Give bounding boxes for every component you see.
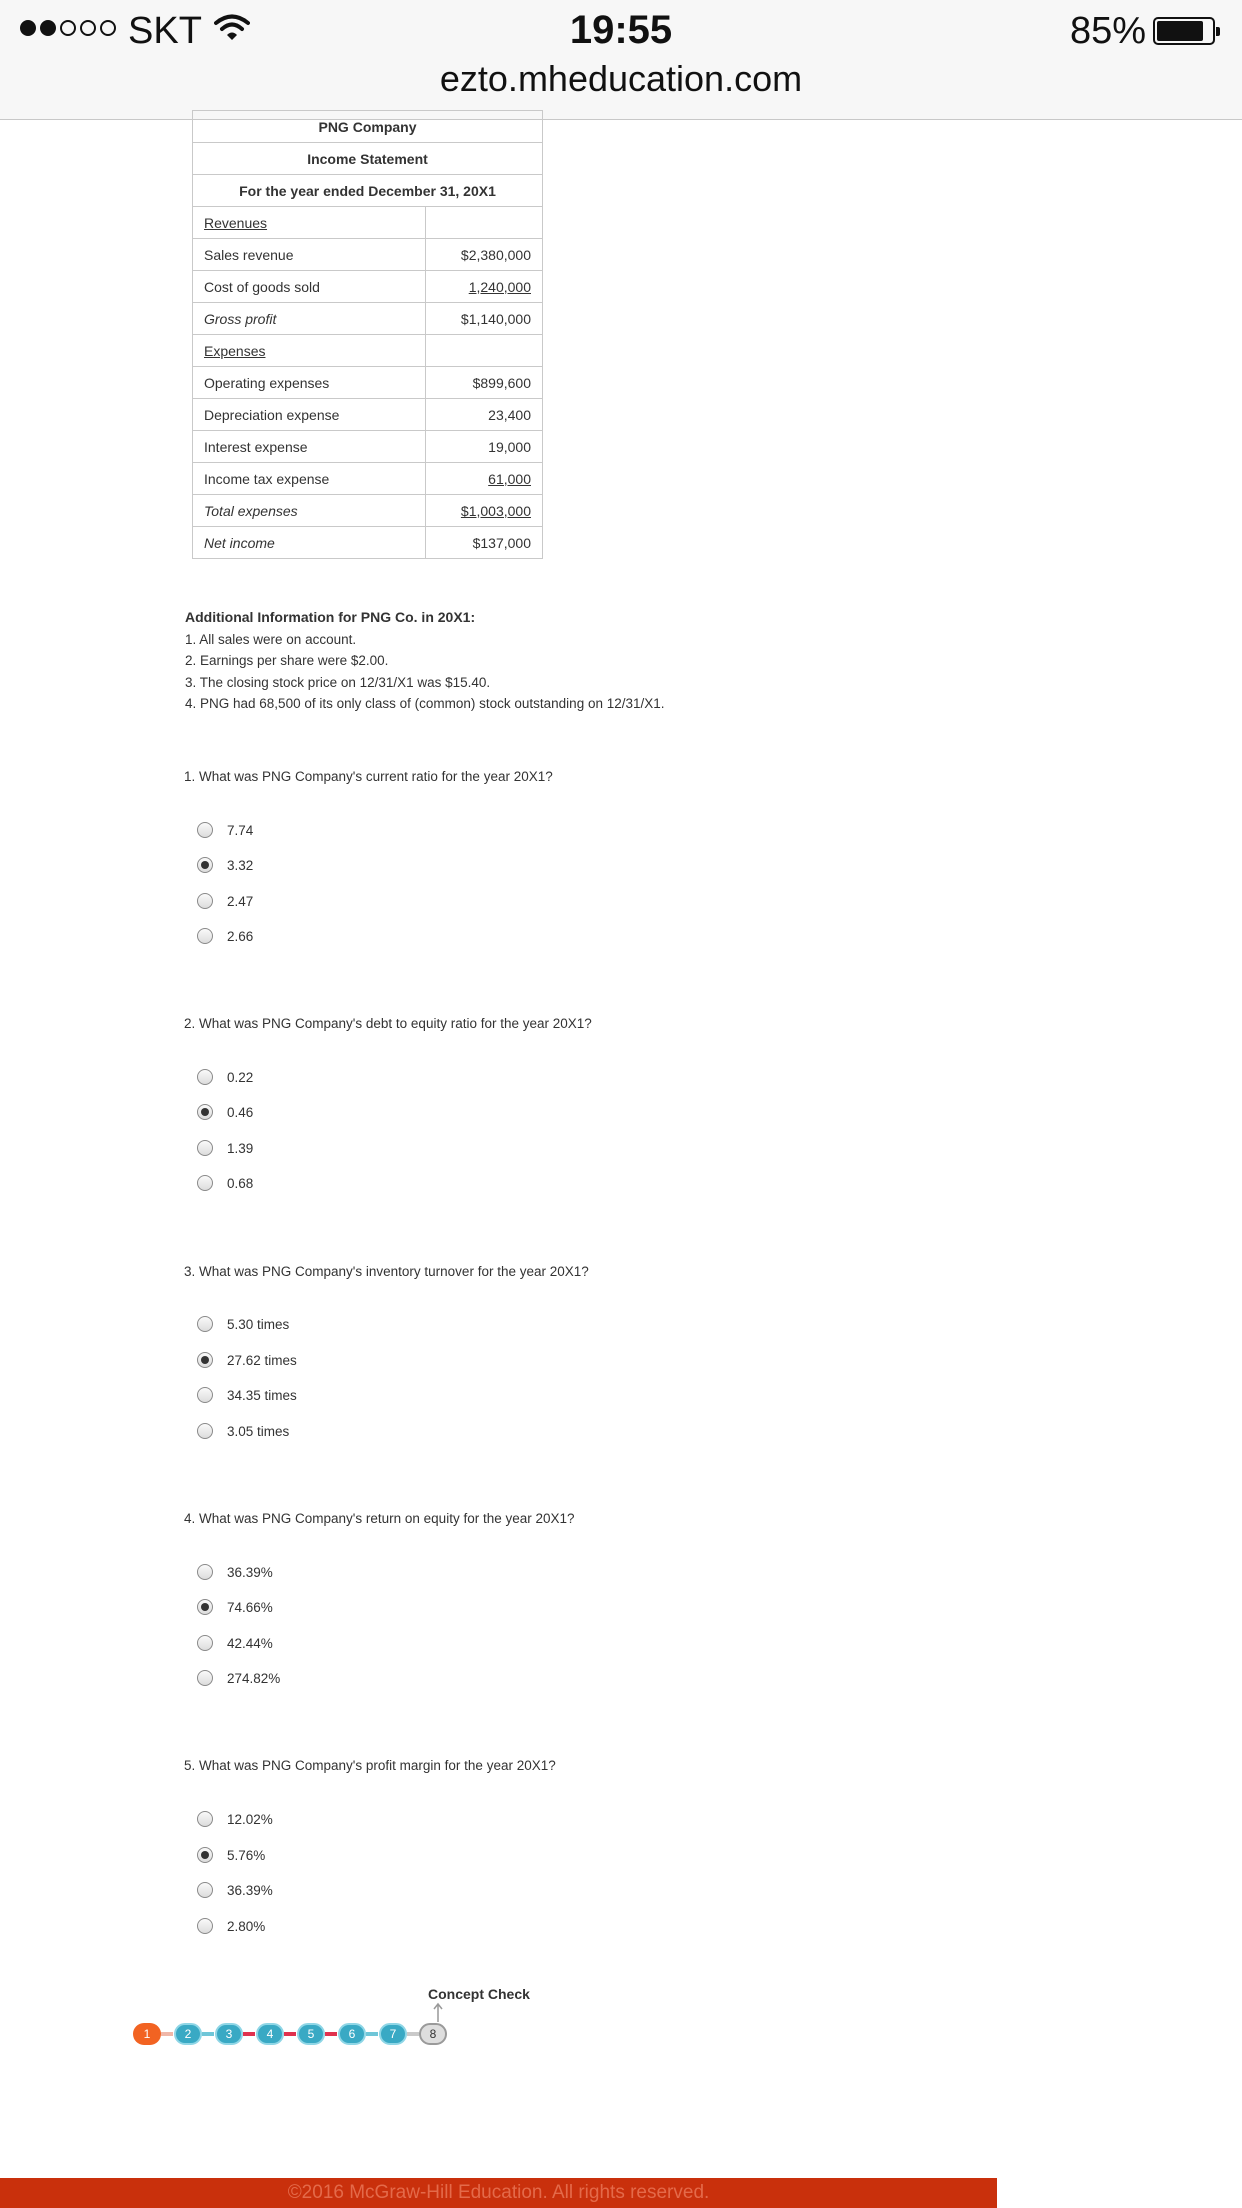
- nav-step-4[interactable]: 4: [256, 2023, 284, 2045]
- list-item: 2. Earnings per share were $2.00.: [185, 653, 389, 668]
- row-label: Depreciation expense: [193, 399, 426, 431]
- list-item: 3. The closing stock price on 12/31/X1 was $15.40.: [185, 674, 491, 690]
- row-label: Interest expense: [193, 431, 426, 463]
- question-4-text: 4. What was PNG Company's return on equity for the year 20X1?: [184, 1511, 575, 1526]
- radio-button[interactable]: [197, 1140, 213, 1156]
- nav-step-6[interactable]: 6: [338, 2023, 366, 2045]
- additional-info-title: Additional Information for PNG Co. in 20X1:: [185, 609, 476, 625]
- option-label: 2.66: [227, 928, 254, 944]
- question-3-option-2[interactable]: [197, 1350, 297, 1370]
- table-row: [193, 271, 543, 303]
- radio-button[interactable]: [197, 1918, 213, 1934]
- question-2-option-1[interactable]: [197, 1067, 253, 1087]
- battery-icon: [1153, 17, 1215, 45]
- question-1-option-2[interactable]: [197, 855, 253, 875]
- radio-button[interactable]: [197, 1069, 213, 1085]
- radio-button-selected[interactable]: [197, 1352, 213, 1368]
- copyright-text: ©2016 McGraw-Hill Education. All rights reserved.: [287, 2182, 710, 2203]
- row-value: [426, 335, 543, 367]
- table-row: [193, 431, 543, 463]
- question-4-option-4[interactable]: [197, 1668, 280, 1688]
- browser-top-bar: [0, 0, 1242, 120]
- option-label: 0.46: [227, 1104, 254, 1120]
- nav-step-3[interactable]: 3: [215, 2023, 243, 2045]
- radio-button[interactable]: [197, 1882, 213, 1898]
- row-value: $1,140,000: [426, 303, 543, 335]
- radio-button[interactable]: [197, 822, 213, 838]
- option-label: 12.02%: [227, 1811, 273, 1827]
- table-row: [193, 367, 543, 399]
- row-value: $1,003,000: [460, 502, 531, 519]
- question-5-option-3[interactable]: [197, 1880, 273, 1900]
- question-5-option-2[interactable]: [197, 1845, 265, 1865]
- income-statement-table: [192, 110, 543, 559]
- row-value: [426, 207, 543, 239]
- row-label: Expenses: [193, 335, 426, 367]
- radio-button[interactable]: [197, 1387, 213, 1403]
- row-value: 61,000: [488, 470, 531, 487]
- statement-period: For the year ended December 31, 20X1: [193, 175, 543, 207]
- question-1-option-1[interactable]: [197, 820, 253, 840]
- radio-button-selected[interactable]: [197, 857, 213, 873]
- question-3-option-4[interactable]: [197, 1421, 289, 1441]
- battery-percentage: 85%: [1070, 10, 1147, 52]
- footer-bar: [0, 2178, 997, 2208]
- radio-button[interactable]: [197, 1175, 213, 1191]
- row-label: Gross profit: [193, 303, 426, 335]
- option-label: 274.82%: [227, 1670, 281, 1686]
- address-bar[interactable]: ezto.mheducation.com: [439, 58, 803, 99]
- question-1-text: 1. What was PNG Company's current ratio for the year 20X1?: [184, 769, 553, 784]
- table-row: [193, 399, 543, 431]
- option-label: 0.22: [227, 1069, 254, 1085]
- list-item: 4. PNG had 68,500 of its only class of (common) stock outstanding on 12/31/X1.: [185, 696, 665, 711]
- option-label: 5.30 times: [227, 1316, 290, 1332]
- row-label: Cost of goods sold: [193, 271, 426, 303]
- table-row: [193, 527, 543, 559]
- question-1-option-3[interactable]: [197, 891, 253, 911]
- table-row: [193, 463, 543, 495]
- option-label: 74.66%: [227, 1599, 273, 1615]
- option-label: 36.39%: [227, 1882, 273, 1898]
- question-2-text: 2. What was PNG Company's debt to equity ratio for the year 20X1?: [184, 1016, 592, 1031]
- option-label: 5.76%: [227, 1847, 266, 1863]
- option-label: 1.39: [227, 1140, 254, 1156]
- row-value: 23,400: [426, 399, 543, 431]
- option-label: 27.62 times: [227, 1352, 297, 1368]
- question-5-text: 5. What was PNG Company's profit margin for the year 20X1?: [184, 1758, 556, 1773]
- radio-button[interactable]: [197, 1564, 213, 1580]
- arrow-up-icon: [432, 2002, 444, 2022]
- table-row: [193, 239, 543, 271]
- row-label: Revenues: [193, 207, 426, 239]
- radio-button[interactable]: [197, 1316, 213, 1332]
- clock: 19:55: [569, 8, 673, 52]
- question-3-option-3[interactable]: [197, 1385, 297, 1405]
- table-row: [193, 495, 543, 527]
- radio-button[interactable]: [197, 893, 213, 909]
- statement-company: PNG Company: [193, 111, 543, 143]
- carrier-name: SKT: [128, 10, 202, 52]
- table-row: [193, 303, 543, 335]
- radio-button[interactable]: [197, 1811, 213, 1827]
- radio-button[interactable]: [197, 928, 213, 944]
- concept-check-label: Concept Check: [428, 1986, 530, 2002]
- option-label: 0.68: [227, 1175, 254, 1191]
- nav-step-7[interactable]: 7: [379, 2023, 407, 2045]
- question-4-option-2[interactable]: [197, 1597, 273, 1617]
- radio-button-selected[interactable]: [197, 1847, 213, 1863]
- statement-title: Income Statement: [193, 143, 543, 175]
- option-label: 36.39%: [227, 1564, 273, 1580]
- nav-step-8[interactable]: 8: [419, 2023, 447, 2045]
- question-2-option-3[interactable]: [197, 1138, 253, 1158]
- option-label: 34.35 times: [227, 1387, 297, 1403]
- row-label: Income tax expense: [193, 463, 426, 495]
- option-label: 7.74: [227, 822, 254, 838]
- radio-button[interactable]: [197, 1423, 213, 1439]
- row-value: $137,000: [426, 527, 543, 559]
- option-label: 3.32: [227, 857, 254, 873]
- row-label: Net income: [193, 527, 426, 559]
- table-row: [193, 207, 543, 239]
- row-value: $2,380,000: [426, 239, 543, 271]
- row-value: 1,240,000: [468, 278, 531, 295]
- additional-information: [185, 607, 665, 715]
- question-2-option-2[interactable]: [197, 1102, 253, 1122]
- option-label: 2.47: [227, 893, 254, 909]
- list-item: 1. All sales were on account.: [185, 631, 357, 647]
- radio-button[interactable]: [197, 1670, 213, 1686]
- question-4-option-3[interactable]: [197, 1633, 273, 1653]
- option-label: 3.05 times: [227, 1423, 290, 1439]
- radio-button-selected[interactable]: [197, 1599, 213, 1615]
- row-label: Sales revenue: [193, 239, 426, 271]
- option-label: 2.80%: [227, 1918, 266, 1934]
- row-value: $899,600: [426, 367, 543, 399]
- row-label: Operating expenses: [193, 367, 426, 399]
- question-5-option-4[interactable]: [197, 1916, 265, 1936]
- question-4-option-1[interactable]: [197, 1562, 273, 1582]
- question-1-option-4[interactable]: [197, 926, 253, 946]
- question-5-option-1[interactable]: [197, 1809, 273, 1829]
- nav-step-5[interactable]: 5: [297, 2023, 325, 2045]
- row-value: 19,000: [426, 431, 543, 463]
- nav-step-1[interactable]: 1: [133, 2023, 161, 2045]
- status-bar: [0, 0, 1242, 60]
- nav-step-2[interactable]: 2: [174, 2023, 202, 2045]
- radio-button-selected[interactable]: [197, 1104, 213, 1120]
- option-label: 42.44%: [227, 1635, 273, 1651]
- table-row: [193, 335, 543, 367]
- row-label: Total expenses: [193, 495, 426, 527]
- question-3-option-1[interactable]: [197, 1314, 289, 1334]
- question-2-option-4[interactable]: [197, 1173, 253, 1193]
- question-3-text: 3. What was PNG Company's inventory turnover for the year 20X1?: [184, 1264, 589, 1279]
- radio-button[interactable]: [197, 1635, 213, 1651]
